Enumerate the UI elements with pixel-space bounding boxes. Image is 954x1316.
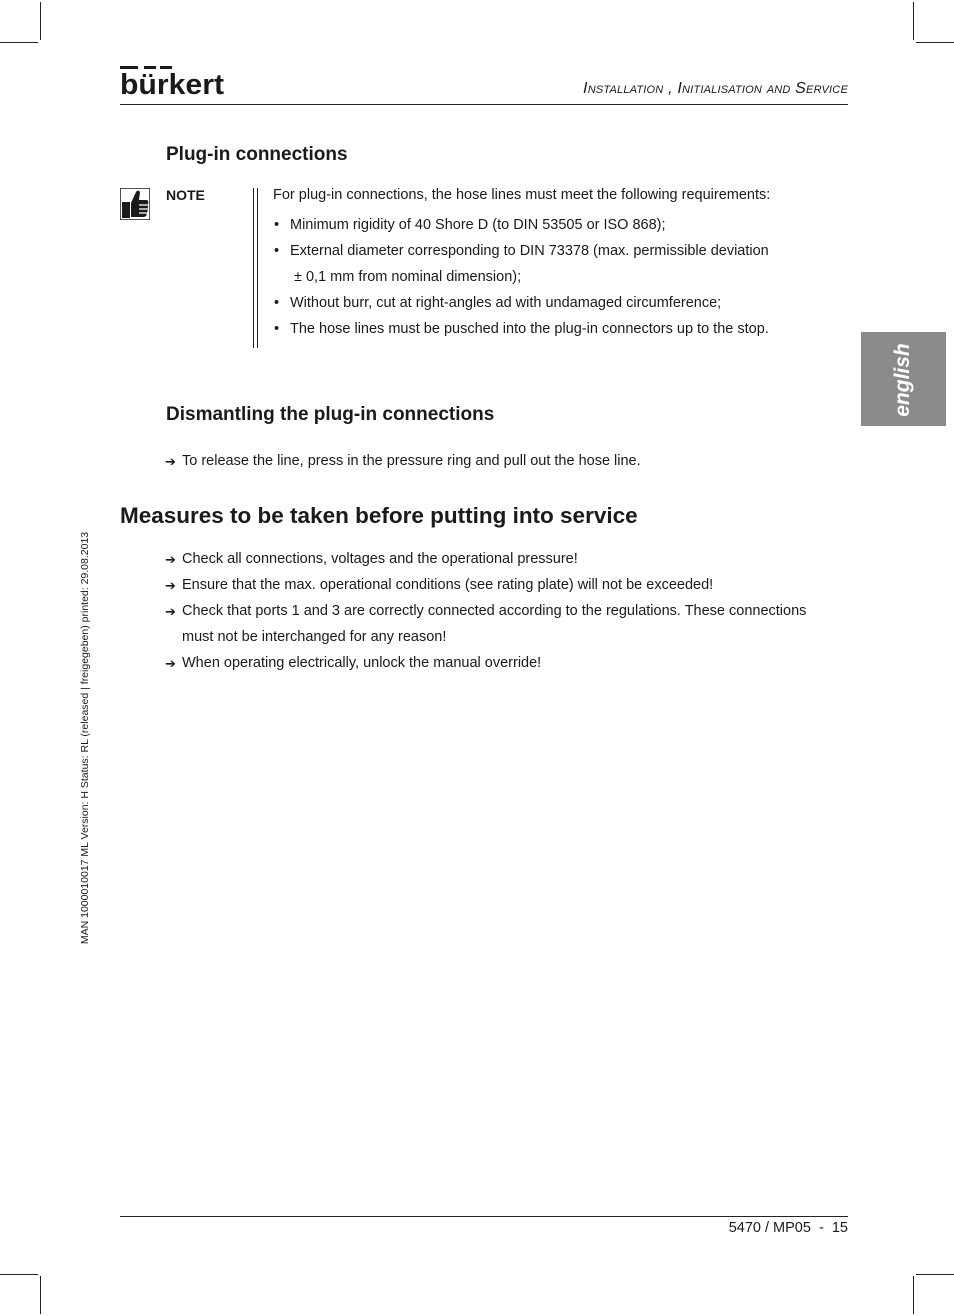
page-number: 5470 / MP05 - 15 — [728, 1220, 848, 1236]
crop-mark — [913, 2, 914, 40]
arrow-right-icon: ➔ — [165, 578, 176, 593]
arrow-right-icon: ➔ — [165, 604, 176, 619]
list-item-text: The hose lines must be pusched into the plug-in connectors up to the stop. — [290, 321, 769, 337]
list-item-text: To release the line, press in the pressure ring and pull out the hose line. — [182, 453, 641, 469]
list-item — [165, 448, 825, 474]
crop-mark — [40, 2, 41, 40]
language-tab-label: english — [891, 343, 914, 417]
list-item-text: Check all connections, voltages and the operational pressure! — [182, 551, 578, 567]
section-heading-plug-in: Plug-in connections — [166, 144, 348, 165]
note-divider — [253, 188, 254, 348]
list-item-continuation: ± 0,1 mm from nominal dimension); — [294, 269, 522, 285]
note-intro: For plug-in connections, the hose lines must meet the following requirements: — [273, 187, 771, 203]
list-item — [273, 238, 833, 290]
arrow-right-icon: ➔ — [165, 656, 176, 671]
crop-mark — [916, 1274, 954, 1275]
list-item — [273, 212, 833, 238]
list-item — [273, 316, 833, 342]
document-status-note: MAN 1000010017 ML Version: H Status: RL (released | freigegeben) printed: 29.08.2013 — [79, 531, 91, 945]
list-item — [273, 290, 833, 316]
list-item-text: Without burr, cut at right-angles ad with undamaged circumference; — [290, 295, 722, 311]
list-item — [165, 650, 825, 676]
requirements-list — [273, 212, 833, 342]
header-title-text: Installation , Initialisation and Service — [583, 80, 848, 97]
note-label: NOTE — [166, 187, 205, 203]
crop-mark — [0, 42, 38, 43]
burkert-logo — [120, 64, 226, 98]
list-item — [165, 572, 825, 598]
arrow-right-icon: ➔ — [165, 552, 176, 567]
language-tab — [861, 332, 946, 426]
section-heading-measures: Measures to be taken before putting into service — [120, 503, 638, 528]
list-item-text: External diameter corresponding to DIN 73378 (max. permissible deviation — [290, 243, 769, 259]
thumbs-up-hand-icon — [120, 188, 150, 220]
brand-text: bürkert — [120, 69, 225, 98]
list-item-text: When operating electrically, unlock the manual override! — [182, 655, 542, 671]
header-rule — [120, 104, 848, 105]
section-heading-dismantling: Dismantling the plug-in connections — [166, 404, 495, 425]
crop-mark — [0, 1274, 38, 1275]
measures-steps — [165, 546, 825, 676]
note-body — [273, 186, 833, 342]
list-item — [165, 598, 832, 650]
crop-mark — [40, 1276, 41, 1314]
arrow-right-icon: ➔ — [165, 454, 176, 469]
note-divider — [257, 188, 258, 348]
list-item-text: Check that ports 1 and 3 are correctly connected according to the regulations. These connections must not be interchanged for any reason! — [182, 603, 807, 645]
list-item — [165, 546, 825, 572]
list-item-text: Minimum rigidity of 40 Shore D (to DIN 53505 or ISO 868); — [290, 217, 666, 233]
dismantling-steps — [165, 448, 825, 474]
footer-rule — [120, 1216, 848, 1217]
crop-mark — [913, 1276, 914, 1314]
list-item-text: Ensure that the max. operational conditions (see rating plate) will not be exceeded! — [182, 577, 714, 593]
header-title — [583, 80, 848, 98]
crop-mark — [916, 42, 954, 43]
